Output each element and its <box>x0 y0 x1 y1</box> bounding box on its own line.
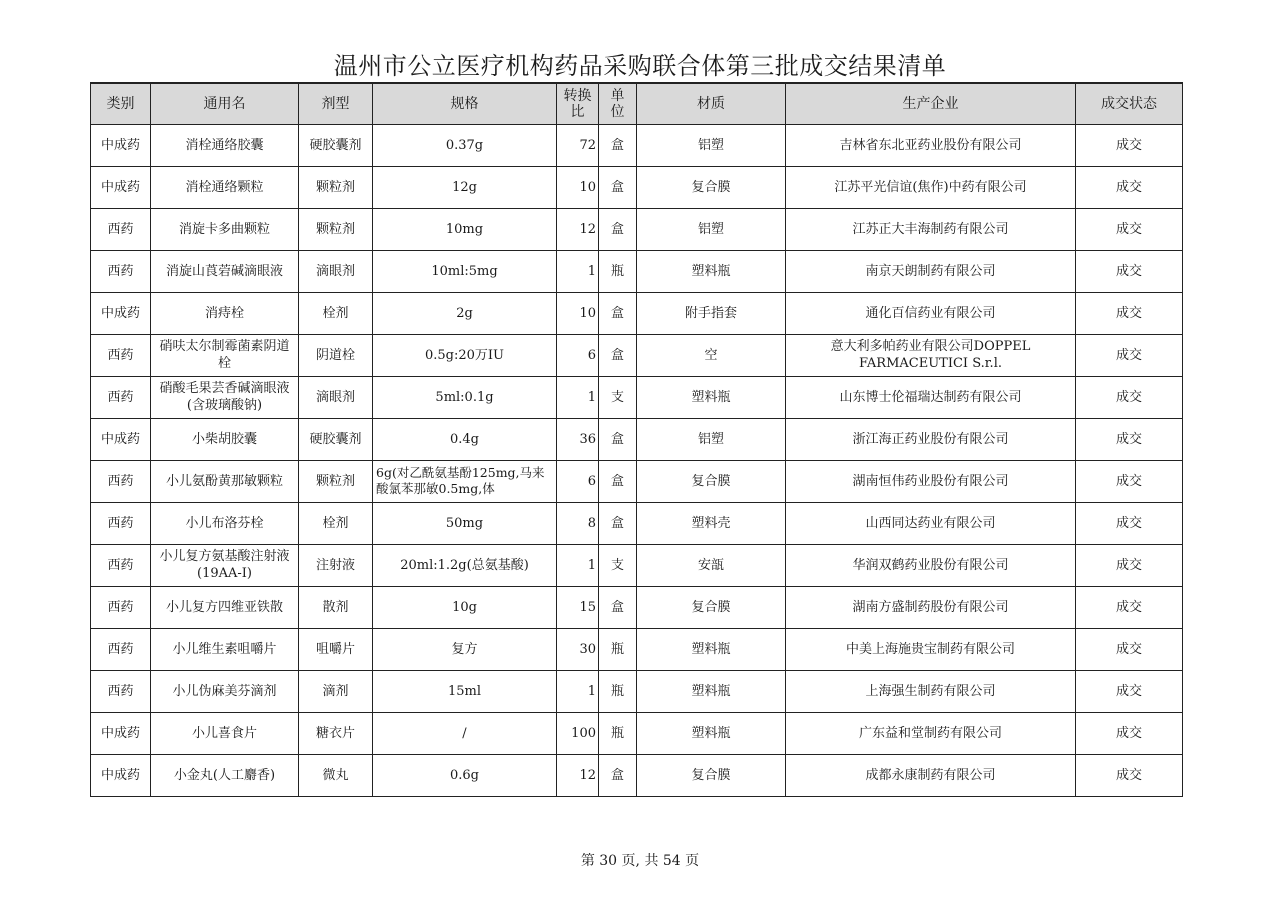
cell-status: 成交 <box>1076 670 1183 712</box>
page-title: 温州市公立医疗机构药品采购联合体第三批成交结果清单 <box>333 52 947 80</box>
table-row <box>91 502 1183 544</box>
cell-spec: 0.37g <box>373 124 557 166</box>
cell-spec: 50mg <box>373 502 557 544</box>
cell-material: 复合膜 <box>637 754 786 796</box>
table-row <box>91 166 1183 208</box>
cell-name: 小柴胡胶囊 <box>151 418 299 460</box>
cell-spec: 10mg <box>373 208 557 250</box>
cell-category: 中成药 <box>91 124 151 166</box>
cell-material: 塑料瓶 <box>637 712 786 754</box>
header-category: 类别 <box>91 83 151 124</box>
cell-unit: 盒 <box>599 208 637 250</box>
header-form: 剂型 <box>299 83 373 124</box>
cell-ratio: 15 <box>557 586 599 628</box>
cell-status: 成交 <box>1076 124 1183 166</box>
cell-category: 西药 <box>91 586 151 628</box>
cell-spec: 6g(对乙酰氨基酚125mg,马来酸氯苯那敏0.5mg,体 <box>373 460 557 502</box>
cell-category: 中成药 <box>91 712 151 754</box>
cell-spec: 0.4g <box>373 418 557 460</box>
cell-spec: 10ml:5mg <box>373 250 557 292</box>
cell-status: 成交 <box>1076 376 1183 418</box>
cell-unit: 瓶 <box>599 712 637 754</box>
results-table <box>90 82 1183 797</box>
cell-spec: 2g <box>373 292 557 334</box>
cell-spec: 20ml:1.2g(总氨基酸) <box>373 544 557 586</box>
cell-category: 西药 <box>91 334 151 376</box>
header-material: 材质 <box>637 83 786 124</box>
header-status: 成交状态 <box>1076 83 1183 124</box>
cell-spec: / <box>373 712 557 754</box>
cell-category: 西药 <box>91 376 151 418</box>
table-row <box>91 334 1183 376</box>
cell-unit: 盒 <box>599 418 637 460</box>
cell-form: 硬胶囊剂 <box>299 124 373 166</box>
table-row <box>91 586 1183 628</box>
cell-status: 成交 <box>1076 502 1183 544</box>
cell-unit: 盒 <box>599 334 637 376</box>
cell-maker: 上海强生制药有限公司 <box>786 670 1076 712</box>
table-row <box>91 628 1183 670</box>
cell-name: 硝酸毛果芸香碱滴眼液(含玻璃酸钠) <box>151 376 299 418</box>
cell-name: 小儿伪麻美芬滴剂 <box>151 670 299 712</box>
header-ratio-line2: 比 <box>570 103 585 120</box>
cell-ratio: 10 <box>557 166 599 208</box>
cell-ratio: 6 <box>557 460 599 502</box>
cell-category: 西药 <box>91 460 151 502</box>
cell-form: 栓剂 <box>299 292 373 334</box>
cell-ratio: 10 <box>557 292 599 334</box>
cell-category: 西药 <box>91 670 151 712</box>
cell-form: 滴眼剂 <box>299 376 373 418</box>
cell-form: 颗粒剂 <box>299 166 373 208</box>
cell-ratio: 100 <box>557 712 599 754</box>
cell-unit: 瓶 <box>599 250 637 292</box>
table-row <box>91 124 1183 166</box>
header-unit-line2: 位 <box>610 103 625 120</box>
cell-maker: 湖南方盛制药股份有限公司 <box>786 586 1076 628</box>
cell-maker: 意大利多帕药业有限公司DOPPEL FARMACEUTICI S.r.l. <box>786 334 1076 376</box>
cell-form: 阴道栓 <box>299 334 373 376</box>
cell-unit: 盒 <box>599 460 637 502</box>
cell-status: 成交 <box>1076 334 1183 376</box>
cell-unit: 盒 <box>599 292 637 334</box>
cell-form: 糖衣片 <box>299 712 373 754</box>
cell-maker: 中美上海施贵宝制药有限公司 <box>786 628 1076 670</box>
cell-name: 小儿复方氨基酸注射液(19AA-Ⅰ) <box>151 544 299 586</box>
cell-ratio: 36 <box>557 418 599 460</box>
cell-name: 小儿维生素咀嚼片 <box>151 628 299 670</box>
cell-maker: 成都永康制药有限公司 <box>786 754 1076 796</box>
cell-ratio: 8 <box>557 502 599 544</box>
cell-material: 附手指套 <box>637 292 786 334</box>
cell-form: 颗粒剂 <box>299 460 373 502</box>
cell-form: 硬胶囊剂 <box>299 418 373 460</box>
cell-material: 铝塑 <box>637 208 786 250</box>
cell-unit: 瓶 <box>599 628 637 670</box>
cell-name: 小儿复方四维亚铁散 <box>151 586 299 628</box>
cell-category: 中成药 <box>91 166 151 208</box>
header-row <box>91 83 1183 124</box>
table-row <box>91 544 1183 586</box>
cell-spec: 复方 <box>373 628 557 670</box>
cell-unit: 盒 <box>599 166 637 208</box>
cell-ratio: 1 <box>557 250 599 292</box>
cell-name: 消痔栓 <box>151 292 299 334</box>
cell-ratio: 1 <box>557 544 599 586</box>
header-maker: 生产企业 <box>786 83 1076 124</box>
cell-name: 小儿布洛芬栓 <box>151 502 299 544</box>
cell-form: 颗粒剂 <box>299 208 373 250</box>
cell-spec: 15ml <box>373 670 557 712</box>
table-row <box>91 208 1183 250</box>
cell-maker: 通化百信药业有限公司 <box>786 292 1076 334</box>
cell-material: 铝塑 <box>637 124 786 166</box>
cell-ratio: 1 <box>557 670 599 712</box>
table-row <box>91 670 1183 712</box>
cell-status: 成交 <box>1076 544 1183 586</box>
cell-ratio: 6 <box>557 334 599 376</box>
cell-name: 小金丸(人工麝香) <box>151 754 299 796</box>
cell-material: 复合膜 <box>637 586 786 628</box>
table-row <box>91 712 1183 754</box>
cell-category: 中成药 <box>91 418 151 460</box>
cell-maker: 山西同达药业有限公司 <box>786 502 1076 544</box>
cell-category: 中成药 <box>91 292 151 334</box>
cell-ratio: 1 <box>557 376 599 418</box>
page-number-footer: 第 30 页, 共 54 页 <box>580 853 700 869</box>
cell-name: 硝呋太尔制霉菌素阴道栓 <box>151 334 299 376</box>
cell-maker: 浙江海正药业股份有限公司 <box>786 418 1076 460</box>
cell-name: 消栓通络颗粒 <box>151 166 299 208</box>
cell-category: 西药 <box>91 250 151 292</box>
cell-unit: 支 <box>599 544 637 586</box>
cell-spec: 0.6g <box>373 754 557 796</box>
cell-form: 滴眼剂 <box>299 250 373 292</box>
cell-category: 西药 <box>91 544 151 586</box>
cell-name: 消旋卡多曲颗粒 <box>151 208 299 250</box>
cell-spec: 10g <box>373 586 557 628</box>
cell-status: 成交 <box>1076 586 1183 628</box>
cell-material: 复合膜 <box>637 460 786 502</box>
table-row <box>91 250 1183 292</box>
cell-material: 塑料瓶 <box>637 250 786 292</box>
cell-form: 注射液 <box>299 544 373 586</box>
cell-form: 栓剂 <box>299 502 373 544</box>
cell-material: 铝塑 <box>637 418 786 460</box>
cell-form: 咀嚼片 <box>299 628 373 670</box>
cell-material: 复合膜 <box>637 166 786 208</box>
cell-status: 成交 <box>1076 460 1183 502</box>
table-row <box>91 460 1183 502</box>
cell-name: 消旋山莨菪碱滴眼液 <box>151 250 299 292</box>
cell-category: 中成药 <box>91 754 151 796</box>
cell-unit: 盒 <box>599 124 637 166</box>
cell-status: 成交 <box>1076 712 1183 754</box>
cell-status: 成交 <box>1076 418 1183 460</box>
cell-maker: 湖南恒伟药业股份有限公司 <box>786 460 1076 502</box>
table-row <box>91 418 1183 460</box>
cell-category: 西药 <box>91 208 151 250</box>
cell-material: 空 <box>637 334 786 376</box>
header-name: 通用名 <box>151 83 299 124</box>
table-row <box>91 292 1183 334</box>
cell-name: 小儿氨酚黄那敏颗粒 <box>151 460 299 502</box>
cell-category: 西药 <box>91 628 151 670</box>
cell-unit: 盒 <box>599 754 637 796</box>
cell-material: 塑料壳 <box>637 502 786 544</box>
cell-status: 成交 <box>1076 250 1183 292</box>
cell-maker: 江苏平光信谊(焦作)中药有限公司 <box>786 166 1076 208</box>
cell-form: 滴剂 <box>299 670 373 712</box>
cell-unit: 瓶 <box>599 670 637 712</box>
cell-ratio: 30 <box>557 628 599 670</box>
cell-spec: 0.5g:20万IU <box>373 334 557 376</box>
cell-ratio: 12 <box>557 754 599 796</box>
cell-form: 微丸 <box>299 754 373 796</box>
cell-maker: 山东博士伦福瑞达制药有限公司 <box>786 376 1076 418</box>
cell-material: 塑料瓶 <box>637 670 786 712</box>
header-ratio-line1: 转换 <box>563 87 592 104</box>
cell-ratio: 72 <box>557 124 599 166</box>
cell-maker: 华润双鹤药业股份有限公司 <box>786 544 1076 586</box>
cell-status: 成交 <box>1076 292 1183 334</box>
cell-maker: 南京天朗制药有限公司 <box>786 250 1076 292</box>
cell-form: 散剂 <box>299 586 373 628</box>
cell-name: 小儿喜食片 <box>151 712 299 754</box>
table-row <box>91 376 1183 418</box>
cell-category: 西药 <box>91 502 151 544</box>
header-ratio <box>557 83 599 124</box>
cell-maker: 江苏正大丰海制药有限公司 <box>786 208 1076 250</box>
header-spec: 规格 <box>373 83 557 124</box>
cell-status: 成交 <box>1076 628 1183 670</box>
cell-ratio: 12 <box>557 208 599 250</box>
cell-unit: 盒 <box>599 502 637 544</box>
cell-unit: 盒 <box>599 586 637 628</box>
cell-unit: 支 <box>599 376 637 418</box>
cell-material: 塑料瓶 <box>637 628 786 670</box>
cell-maker: 广东益和堂制药有限公司 <box>786 712 1076 754</box>
cell-spec: 12g <box>373 166 557 208</box>
cell-spec: 5ml:0.1g <box>373 376 557 418</box>
cell-material: 塑料瓶 <box>637 376 786 418</box>
cell-status: 成交 <box>1076 754 1183 796</box>
cell-status: 成交 <box>1076 208 1183 250</box>
cell-status: 成交 <box>1076 166 1183 208</box>
header-unit <box>599 83 637 124</box>
cell-maker: 吉林省东北亚药业股份有限公司 <box>786 124 1076 166</box>
cell-material: 安瓿 <box>637 544 786 586</box>
table-row <box>91 754 1183 796</box>
header-unit-line1: 单 <box>610 87 625 104</box>
cell-name: 消栓通络胶囊 <box>151 124 299 166</box>
